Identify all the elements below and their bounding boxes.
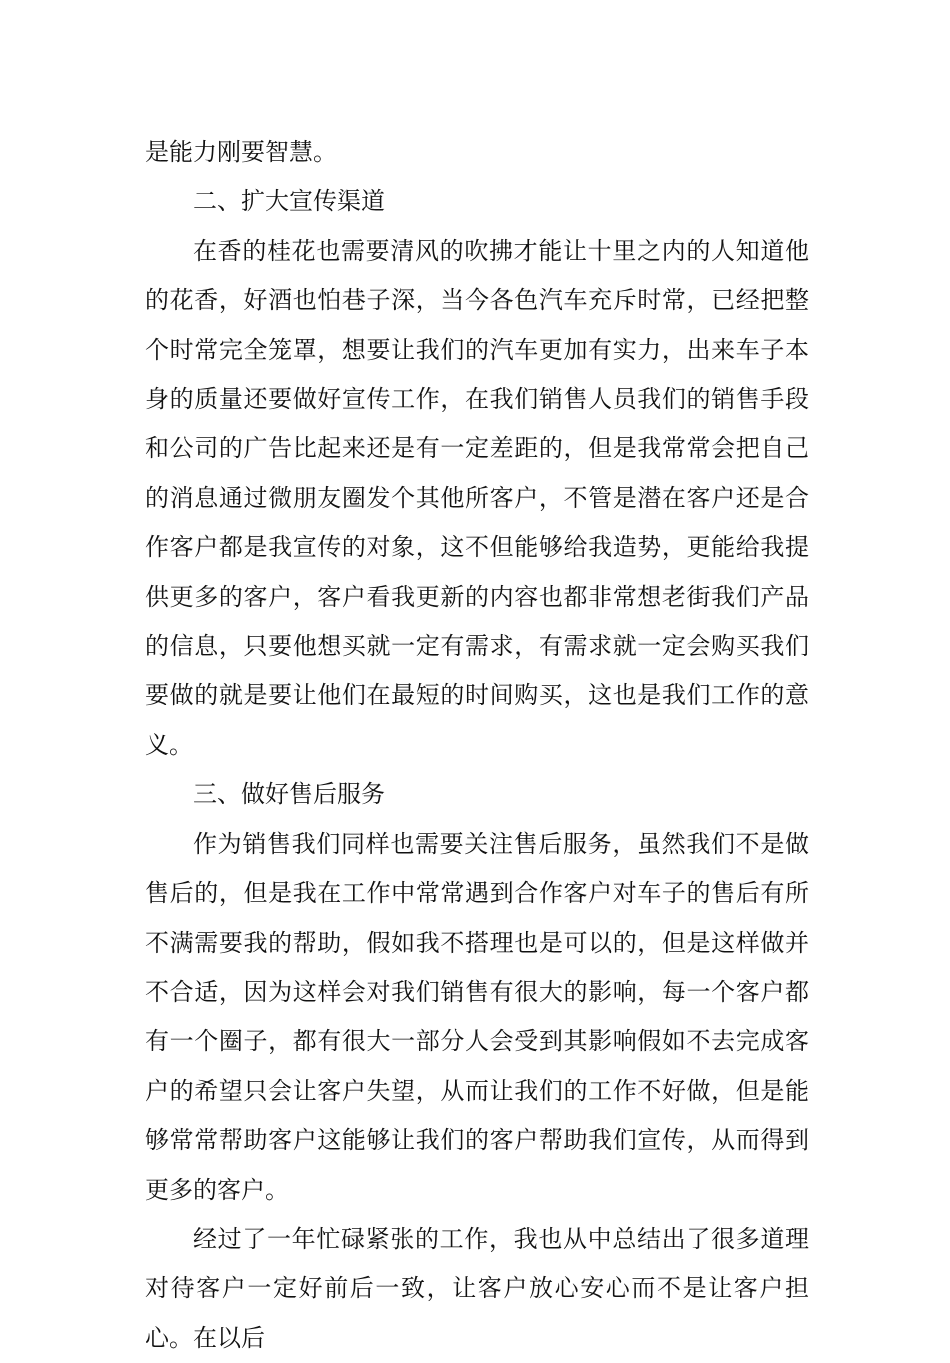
- paragraph-promotion: 在香的桂花也需要清风的吹拂才能让十里之内的人知道他的花香，好酒也怕巷子深，当今各色汽车充斥时常，已经把整个时常完全笼罩，想要让我们的汽车更加有实力，出来车子本身的质量还要做好宣传工作，在我们销售人员我们的销售手段和公司的广告比起来还是有一定差距的，但是我常常会把自己的消息通过微朋友圈发个其他所客户，不管是潜在客户还是合作客户都是我宣传的对象，这不但能够给我造势，更能给我提供更多的客户，客户看我更新的内容也都非常想老街我们产品的信息，只要他想买就一定有需求，有需求就一定会购买我们要做的就是要让他们在最短的时间购买，这也是我们工作的意义。: [145, 236, 809, 759]
- section-heading-expand-promotion: 二、扩大宣传渠道: [193, 187, 385, 216]
- paragraph-after-sales: 作为销售我们同样也需要关注售后服务，虽然我们不是做售后的，但是我在工作中常常遇到合作客户对车子的售后有所不满需要我的帮助，假如我不搭理也是可以的，但是这样做并不合适，因为这样会对我们销售有很大的影响，每一个客户都有一个圈子，都有很大一部分人会受到其影响假如不去完成客户的希望只会让客户失望，从而让我们的工作不好做，但是能够常常帮助客户这能够让我们的客户帮助我们宣传，从而得到更多的客户。: [145, 829, 809, 1204]
- document-body: [145, 128, 809, 1363]
- paragraph-continuation: 是能力刚要智慧。: [145, 138, 337, 166]
- paragraph-summary: 经过了一年忙碌紧张的工作，我也从中总结出了很多道理对待客户一定好前后一致，让客户放心安心而不是让客户担心。在以后: [145, 1224, 809, 1352]
- section-heading-after-sales: 三、做好售后服务: [193, 780, 385, 809]
